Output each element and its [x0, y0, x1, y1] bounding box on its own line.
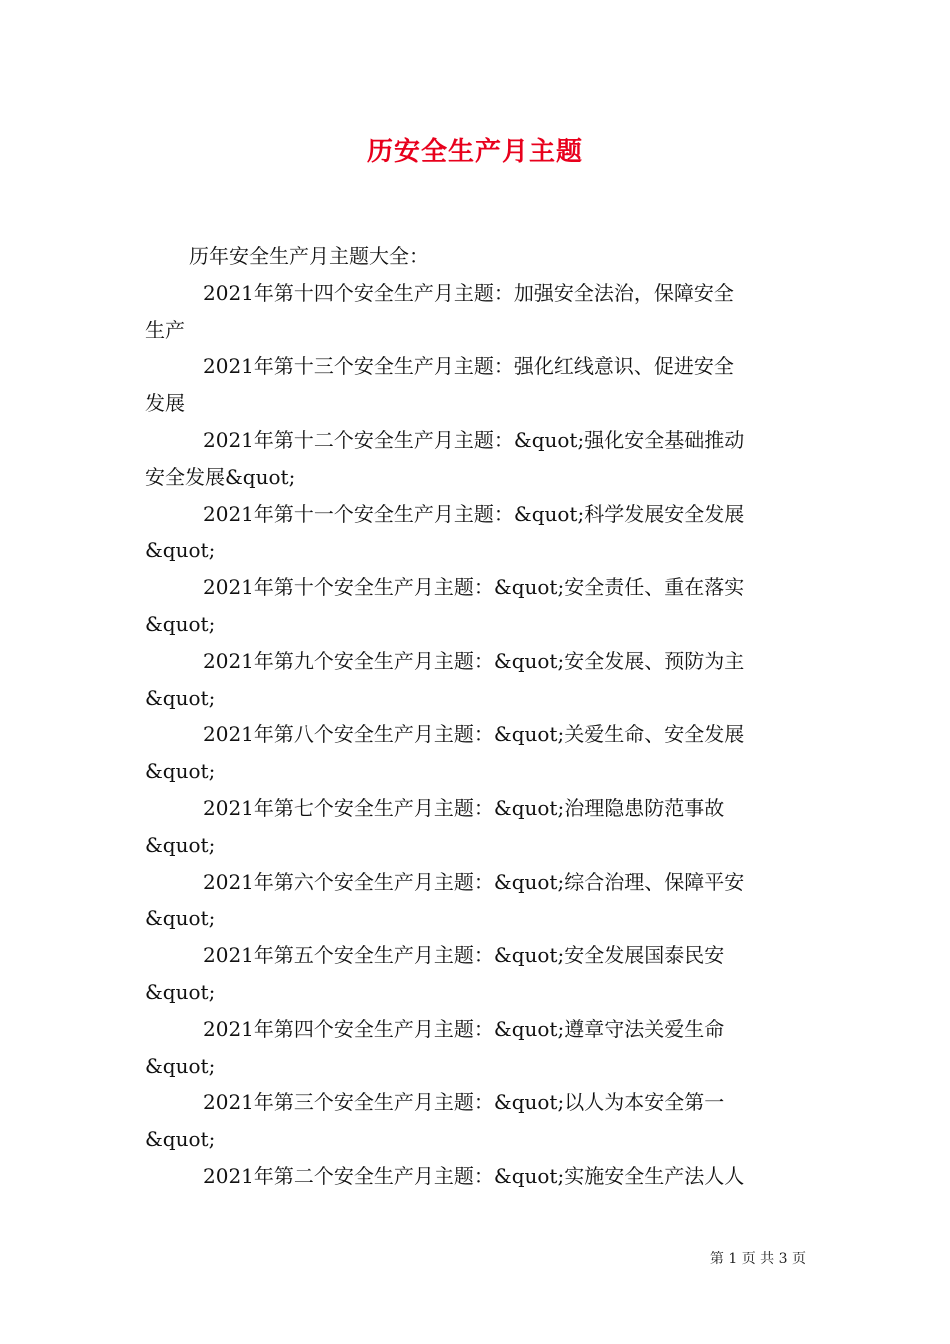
theme-item [145, 1084, 807, 1158]
theme-item-line1: 2021年第二个安全生产月主题：&quot;实施安全生产法人人 [203, 1163, 745, 1188]
theme-item [145, 864, 807, 938]
theme-item-line1: 2021年第三个安全生产月主题：&quot;以人为本安全第一 [203, 1090, 725, 1115]
theme-item [145, 422, 807, 496]
theme-item [145, 275, 807, 349]
theme-item-line1: 2021年第七个安全生产月主题：&quot;治理隐患防范事故 [203, 795, 725, 820]
theme-item-line1: 2021年第九个安全生产月主题：&quot;安全发展、预防为主 [203, 648, 745, 673]
theme-item-line2: &quot; [145, 1053, 216, 1078]
theme-item-line2: &quot; [145, 832, 216, 857]
theme-item-line1: 2021年第五个安全生产月主题：&quot;安全发展国泰民安 [203, 943, 725, 968]
theme-item [145, 937, 807, 1011]
theme-item-line2: 安全发展&quot; [145, 464, 296, 489]
theme-item-line2: 发展 [145, 391, 185, 416]
theme-item-line2: &quot; [145, 979, 216, 1004]
theme-item-line2: &quot; [145, 1127, 216, 1152]
theme-item-line2: &quot; [145, 611, 216, 636]
intro-paragraph: 历年安全生产月主题大全： [189, 244, 429, 268]
theme-item-line2: &quot; [145, 906, 216, 931]
theme-item [145, 1011, 807, 1085]
theme-item-line1: 2021年第十三个安全生产月主题：强化红线意识、促进安全 [203, 354, 734, 379]
theme-item-line2: &quot; [145, 538, 216, 563]
theme-item-line1: 2021年第十个安全生产月主题：&quot;安全责任、重在落实 [203, 575, 745, 600]
theme-item [145, 1158, 807, 1195]
theme-item [145, 643, 807, 717]
theme-item [145, 716, 807, 790]
theme-item-line1: 2021年第十一个安全生产月主题：&quot;科学发展安全发展 [203, 501, 745, 526]
theme-item [145, 496, 807, 570]
theme-item-line1: 2021年第六个安全生产月主题：&quot;综合治理、保障平安 [203, 869, 745, 894]
theme-item [145, 569, 807, 643]
theme-item-line1: 2021年第十四个安全生产月主题：加强安全法治，保障安全 [203, 280, 734, 305]
theme-item-line2: &quot; [145, 685, 216, 710]
theme-item-line1: 2021年第十二个安全生产月主题：&quot;强化安全基础推动 [203, 427, 745, 452]
theme-item-line2: 生产 [145, 317, 185, 342]
theme-item-line1: 2021年第八个安全生产月主题：&quot;关爱生命、安全发展 [203, 722, 745, 747]
page-number: 第 1 页 共 3 页 [709, 1251, 806, 1267]
page-title: 历安全生产月主题 [366, 137, 583, 167]
theme-item-line1: 2021年第四个安全生产月主题：&quot;遵章守法关爱生命 [203, 1016, 725, 1041]
theme-list [145, 275, 807, 1195]
theme-item [145, 790, 807, 864]
theme-item [145, 348, 807, 422]
document-body [145, 238, 807, 1195]
theme-item-line2: &quot; [145, 759, 216, 784]
